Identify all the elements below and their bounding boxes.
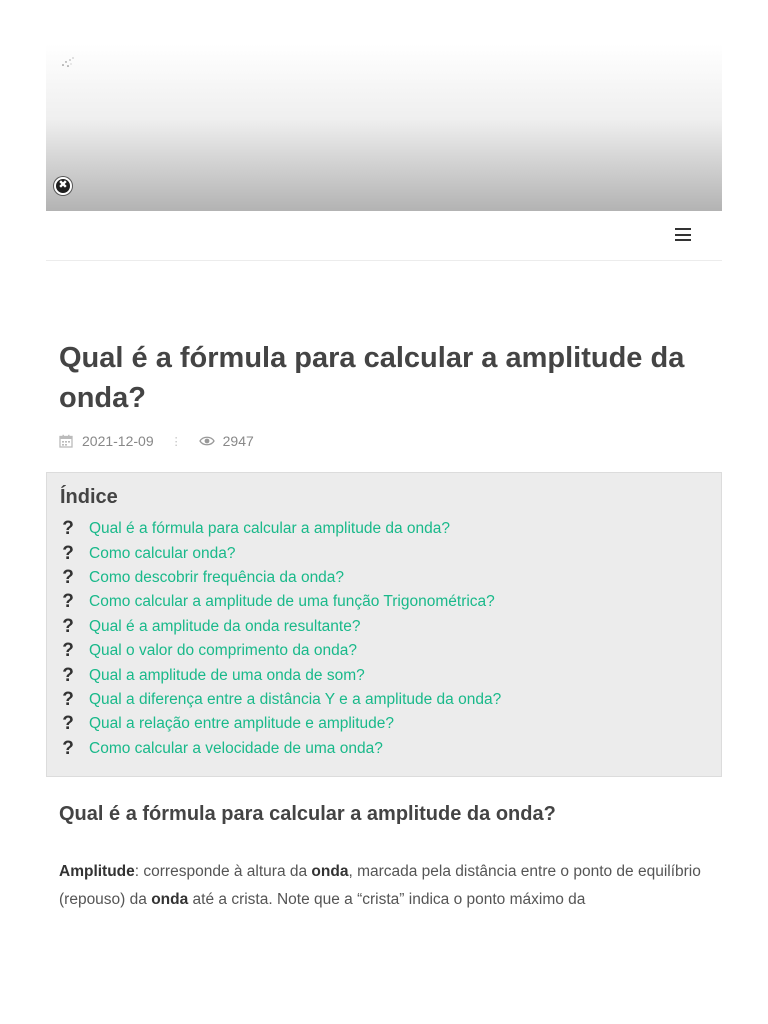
meta-separator: ⋮ (170, 435, 181, 448)
close-icon[interactable] (54, 177, 72, 195)
text-run: : corresponde à altura da (134, 863, 312, 880)
ad-banner[interactable] (46, 44, 722, 211)
article-meta (59, 432, 254, 450)
toc-link[interactable]: Como descobrir frequência da onda? (89, 568, 345, 586)
toc-item (61, 737, 501, 761)
navbar (46, 211, 722, 261)
article-date: 2021-12-09 (82, 433, 154, 449)
toc-link[interactable]: Qual a diferença entre a distância Y e a amplitude da onda? (89, 690, 502, 708)
question-icon: ? (62, 566, 74, 588)
question-icon: ? (62, 640, 74, 662)
toc-link[interactable]: Qual a amplitude de uma onda de som? (89, 666, 365, 684)
question-icon: ? (62, 688, 74, 710)
eye-icon (199, 435, 215, 447)
term-amplitude: Amplitude (59, 863, 135, 880)
question-icon: ? (62, 737, 74, 759)
sparkle-icon (60, 56, 76, 70)
toc-link[interactable]: Qual o valor do comprimento da onda? (89, 642, 357, 660)
question-icon: ? (62, 615, 74, 637)
toc-item (61, 590, 501, 614)
text-run: até a crista. Note que a “crista” indica o ponto máximo da (188, 891, 586, 908)
toc-link[interactable]: Qual é a fórmula para calcular a amplitude da onda? (89, 520, 451, 538)
article-paragraph (59, 858, 719, 914)
term-onda: onda (311, 863, 349, 880)
question-icon: ? (62, 713, 74, 735)
question-icon: ? (62, 518, 74, 540)
toc-item (61, 517, 501, 541)
term-onda: onda (151, 891, 189, 908)
toc-link[interactable]: Como calcular onda? (89, 544, 236, 562)
table-of-contents (46, 472, 722, 777)
toc-link[interactable]: Qual a relação entre amplitude e amplitude? (89, 715, 395, 733)
close-glyph: ✖ (58, 179, 68, 191)
toc-item (61, 615, 501, 639)
toc-item (61, 663, 501, 687)
toc-item (61, 541, 501, 565)
toc-item (61, 688, 501, 712)
question-icon: ? (62, 591, 74, 613)
question-icon: ? (62, 542, 74, 564)
calendar-icon (59, 434, 73, 448)
toc-title: Índice (60, 486, 118, 508)
toc-link[interactable]: Qual é a amplitude da onda resultante? (89, 617, 361, 635)
text-run: , marcada pela distância entre o ponto de equilíbrio (repouso) da (59, 863, 701, 908)
toc-item (61, 639, 501, 663)
section-heading: Qual é a fórmula para calcular a amplitude da onda? (59, 803, 556, 825)
question-icon: ? (62, 664, 74, 686)
hamburger-menu-icon[interactable] (675, 228, 691, 241)
page-title: Qual é a fórmula para calcular a amplitude da onda? (59, 342, 685, 414)
article-views: 2947 (222, 433, 254, 449)
toc-item (61, 566, 501, 590)
toc-item (61, 712, 501, 736)
toc-link[interactable]: Como calcular a amplitude de uma função Trigonométrica? (89, 593, 495, 611)
toc-list (61, 517, 501, 761)
toc-link[interactable]: Como calcular a velocidade de uma onda? (89, 739, 383, 757)
